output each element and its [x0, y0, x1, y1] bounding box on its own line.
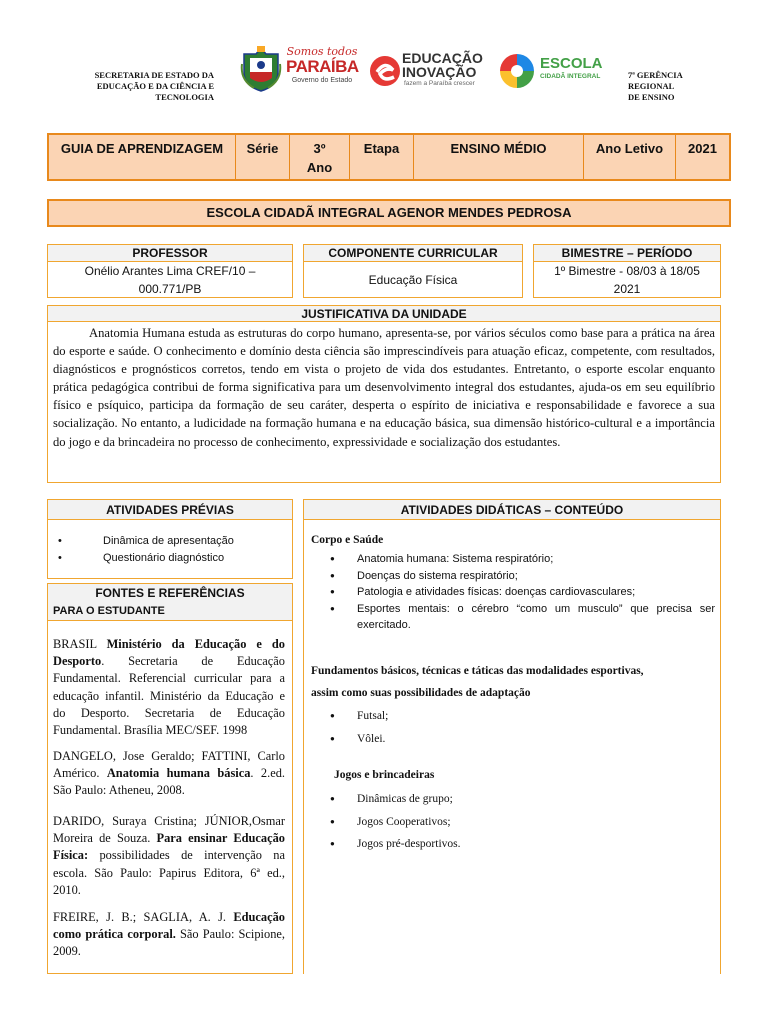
bimestre-value: [534, 262, 720, 298]
reference-item: [53, 813, 285, 899]
escola-quadrant-icon: [498, 52, 536, 90]
reference-text: possibilidades de intervenção na escola. São Paulo: Papirus Editora, 6ª ed., 2010.: [53, 848, 285, 897]
reference-title: Ministério da Educação e do Desporto: [53, 637, 285, 669]
reference-title: Para ensinar Educação Física:: [53, 831, 285, 863]
guia-header-bar: [47, 133, 731, 181]
fontes-title: FONTES E REFERÊNCIAS: [48, 584, 292, 603]
reference-text: . Secretaria de Educação Fundamental. Referencial curricular para a educação infantil. Ministério da Educação e do Desporto. Secretaria de Educação Fundamental. Brasília MEC/SEF. 1998: [53, 654, 285, 738]
bimestre-box: [533, 244, 721, 298]
escola-logo-main: ESCOLA: [540, 55, 603, 72]
reference-text: São Paulo: Scipione, 2009.: [53, 927, 285, 959]
paraiba-logo-main: PARAÍBA: [286, 57, 359, 76]
ano-letivo-value: 2021: [688, 141, 717, 156]
educacao-logo-line: EDUCAÇÃO: [402, 50, 483, 66]
componente-value: Educação Física: [368, 273, 458, 287]
fundamentos-list: [357, 705, 388, 750]
serie-label: Série: [236, 135, 290, 179]
etapa-label: Etapa: [350, 135, 414, 179]
justificativa-title: JUSTIFICATIVA DA UNIDADE: [48, 306, 720, 322]
list-item: ● Patologia e atividades físicas: doenças cardiovasculares;: [357, 584, 715, 601]
educacao-logo-sub: fazem a Paraíba crescer: [404, 80, 475, 87]
list-item: ● Esportes mentais: o cérebro “como um musculo” que precisa ser exercitado.: [357, 601, 715, 634]
componente-box: [303, 244, 523, 298]
reference-title: Anatomia humana básica: [106, 766, 251, 781]
gerencia-line: DE ENSINO: [628, 92, 675, 102]
list-item: ● Dinâmicas de grupo;: [357, 788, 461, 811]
list-item: ● Vôlei.: [357, 728, 388, 751]
list-item: ● Doenças do sistema respiratório;: [357, 568, 715, 585]
paraiba-logo-tagline: Somos todos: [286, 45, 358, 58]
reference-text: DANGELO, Jose Geraldo; FATTINI, Carlo Américo.: [53, 749, 285, 781]
reference-title: Educação como prática corporal.: [53, 910, 285, 942]
professor-name-line: Onélio Arantes Lima CREF/10 –: [84, 264, 256, 278]
educacao-swirl-icon: [368, 52, 402, 90]
secretaria-line: TECNOLOGIA: [155, 92, 214, 102]
atividades-previas-title: ATIVIDADES PRÉVIAS: [48, 500, 292, 520]
guia-title: GUIA DE APRENDIZAGEM: [49, 135, 236, 179]
jogos-heading: Jogos e brincadeiras: [334, 769, 435, 781]
bimestre-label: BIMESTRE – PERÍODO: [534, 245, 720, 262]
ano-letivo-label: Ano Letivo: [584, 135, 676, 179]
list-item: ● Futsal;: [357, 705, 388, 728]
bimestre-value-line: 1º Bimestre - 08/03 à 18/05: [554, 264, 700, 278]
serie-value: [290, 135, 350, 179]
bimestre-value-line: 2021: [613, 282, 641, 296]
secretaria-line: EDUCAÇÃO E DA CIÊNCIA E: [96, 81, 214, 91]
list-item: ● Anatomia humana: Sistema respiratório;: [357, 551, 715, 568]
list-item: • Questionário diagnóstico: [103, 550, 292, 567]
atividades-previas-box: [47, 499, 293, 579]
reference-item: [53, 909, 285, 961]
list-item: ● Jogos pré-desportivos.: [357, 833, 461, 856]
didaticas-title: ATIVIDADES DIDÁTICAS – CONTEÚDO: [304, 500, 720, 520]
serie-value-line: Ano: [306, 160, 333, 175]
justificativa-text: Anatomia Humana estuda as estruturas do corpo humano, apresenta-se, por vários séculos como base para a prática na área do esporte e saúde. O conhecimento e domínio desta ciência são imprescindíveis para atuação eficaz, competente, com resultados, diagnósticos e prognósticos corretos, tendo em vista o projeto de vida dos estudantes. Entretanto, o esporte escolar enquanto prática pedagógica contribui de forma significativa para um desenvolvimento integral dos estudantes, ajuda-os em seu equilíbrio físico e psíquico, participa da formação de seu caráter, desperta o espírito de iniciativa e responsabilidade e favorece a sua socialização. No entanto, a ludicidade na formação humana e na educação básica, sua dimensão histórico-cultural e a importância do jogo e da brincadeira no processo de conhecimento, expressividade e socialização dos estudantes.: [53, 326, 715, 449]
fundamentos-heading-line: assim como suas possibilidades de adaptação: [311, 687, 531, 699]
corpo-saude-list: [357, 551, 715, 634]
escola-logo-sub: CIDADÃ INTEGRAL: [540, 73, 601, 80]
fontes-subtitle: PARA O ESTUDANTE: [48, 603, 292, 621]
list-item: ● Jogos Cooperativos;: [357, 811, 461, 834]
gerencia-label: [628, 70, 708, 103]
gerencia-line: REGIONAL: [628, 81, 675, 91]
reference-text: . 2.ed. São Paulo: Atheneu, 2008.: [53, 766, 286, 798]
brasao-paraiba-logo: [240, 46, 282, 92]
list-item: • Dinâmica de apresentação: [103, 533, 292, 550]
reference-text: BRASIL: [53, 637, 107, 651]
somos-todos-paraiba-logo: [286, 46, 358, 94]
educacao-inovacao-logo: [368, 50, 486, 92]
etapa-value: ENSINO MÉDIO: [414, 135, 584, 179]
professor-label: PROFESSOR: [48, 245, 292, 262]
escola-cidada-integral-logo: [498, 50, 602, 92]
paraiba-logo-sub: Governo do Estado: [291, 77, 353, 84]
reference-text: FREIRE, J. B.; SAGLIA, A. J.: [53, 910, 234, 924]
secretaria-label: [70, 70, 214, 103]
inovacao-logo-line: INOVAÇÃO: [402, 64, 477, 80]
corpo-saude-heading: Corpo e Saúde: [311, 534, 384, 546]
professor-name: [48, 262, 292, 298]
componente-label: COMPONENTE CURRICULAR: [304, 245, 522, 262]
serie-value-line: 3º: [313, 141, 326, 156]
secretaria-line: SECRETARIA DE ESTADO DA: [94, 70, 214, 80]
gerencia-line: 7ª GERÊNCIA: [628, 70, 683, 80]
fundamentos-heading-line: Fundamentos básicos, técnicas e táticas das modalidades esportivas,: [311, 665, 644, 677]
atividades-previas-list: [48, 520, 292, 567]
escola-name-bar: ESCOLA CIDADÃ INTEGRAL AGENOR MENDES PEDROSA: [47, 199, 731, 227]
reference-text: DARIDO, Suraya Cristina; JÚNIOR,Osmar Moreira de Souza.: [53, 814, 285, 846]
jogos-list: [357, 788, 461, 856]
reference-item: [53, 748, 285, 800]
professor-box: [47, 244, 293, 298]
professor-name-line: 000.771/PB: [138, 282, 202, 296]
reference-item: [53, 636, 285, 739]
